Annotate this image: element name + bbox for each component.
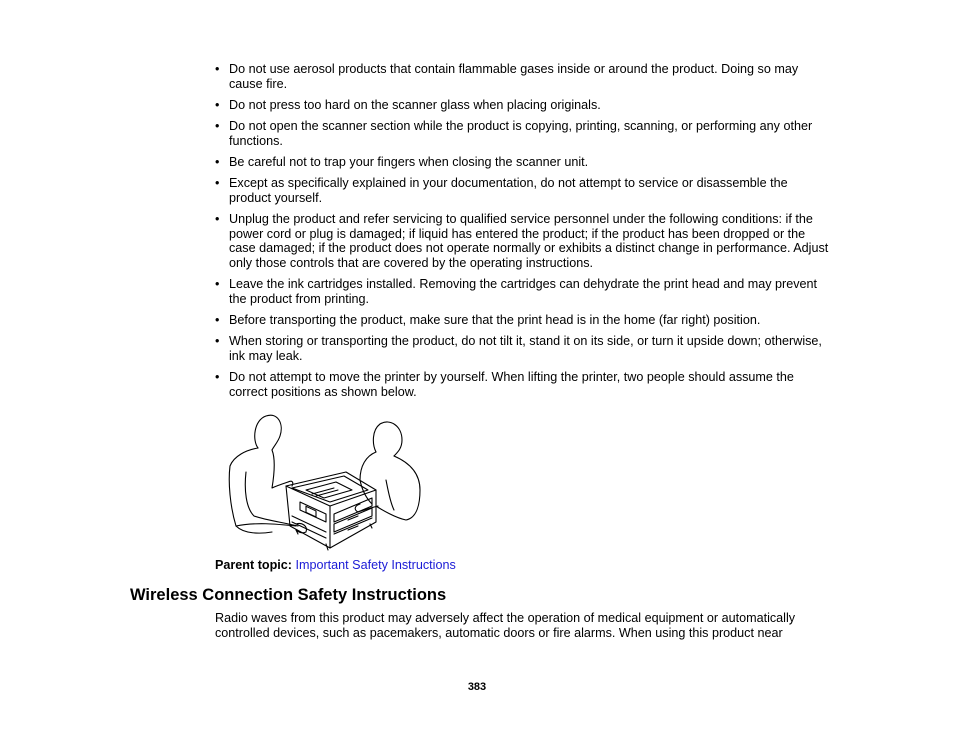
bullet-glyph: • — [215, 277, 220, 292]
bullet-glyph: • — [215, 334, 220, 349]
bullet-item — [215, 119, 830, 148]
bullet-text: When storing or transporting the product, do not tilt it, stand it on its side, or turn it upside down; otherwise, ink may leak. — [229, 334, 822, 363]
bullet-text: Be careful not to trap your fingers when closing the scanner unit. — [229, 155, 589, 170]
bullet-glyph: • — [215, 97, 220, 112]
bullet-item — [215, 212, 830, 270]
parent-topic — [215, 558, 456, 573]
bullet-glyph: • — [215, 212, 220, 227]
two-people-lifting-printer-illustration — [226, 410, 422, 552]
bullet-item — [215, 370, 830, 399]
bullet-item — [215, 62, 830, 91]
page-number: 383 — [467, 681, 487, 693]
bullet-text: Leave the ink cartridges installed. Removing the cartridges can dehydrate the print head and may prevent the product from printing. — [229, 277, 818, 306]
bullet-glyph: • — [215, 176, 220, 191]
bullet-item — [215, 155, 830, 170]
bullet-item — [215, 334, 830, 363]
bullet-glyph: • — [215, 119, 220, 134]
bullet-text: Do not open the scanner section while the product is copying, printing, scanning, or performing any other functions. — [229, 119, 813, 148]
bullet-text: Unplug the product and refer servicing to qualified service personnel under the following conditions: if the power cord or plug is damaged; if liquid has entered the product; if the product has been dropped or the case damaged; if the product does not operate normally or exhibits a distinct change in performance. Adjust only those controls that are covered by the operating instructions. — [229, 212, 829, 270]
section-heading: Wireless Connection Safety Instructions — [130, 586, 447, 604]
bullet-glyph: • — [215, 370, 220, 385]
bullet-text: Except as specifically explained in your documentation, do not attempt to service or disassemble the product yourself. — [229, 176, 788, 205]
bullet-glyph: • — [215, 155, 220, 170]
bullet-glyph: • — [215, 313, 220, 328]
parent-topic-label: Parent topic: — [215, 558, 292, 572]
bullet-text: Before transporting the product, make sure that the print head is in the home (far right) position. — [229, 313, 761, 328]
parent-topic-link[interactable]: Important Safety Instructions — [295, 558, 456, 572]
bullet-text: Do not attempt to move the printer by yourself. When lifting the printer, two people should assume the correct positions as shown below. — [229, 370, 794, 399]
bullet-item — [215, 176, 830, 205]
bullet-glyph: • — [215, 62, 220, 76]
bullet-item — [215, 313, 830, 328]
bullet-text: Do not use aerosol products that contain flammable gases inside or around the product. Doing so may cause fire. — [229, 62, 799, 91]
safety-bullet-list — [215, 62, 830, 406]
bullet-item — [215, 277, 830, 306]
bullet-text: Do not press too hard on the scanner glass when placing originals. — [229, 97, 601, 112]
section-body-text: Radio waves from this product may adversely affect the operation of medical equipment or automatically controlled devices, such as pacemakers, automatic doors or fire alarms. When using this product near — [215, 611, 796, 640]
bullet-item — [215, 98, 830, 113]
